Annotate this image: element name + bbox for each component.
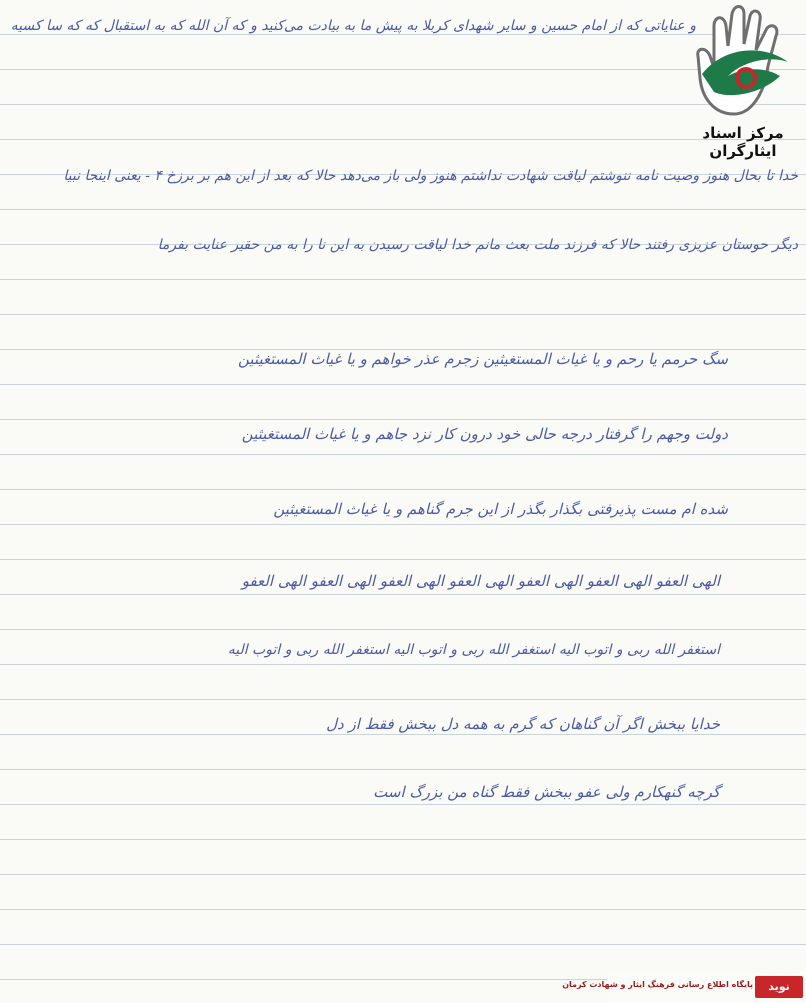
ruled-line (0, 419, 806, 420)
ruled-line (0, 769, 806, 770)
ruled-line (0, 489, 806, 490)
ruled-line (0, 314, 806, 315)
ruled-line (0, 699, 806, 700)
footer-brand-badge: نوید (755, 976, 803, 998)
hand-leaf-icon (684, 6, 802, 124)
handwritten-line-6: شده ام مست پذیرفتی بگذار بگذر از این جرم گناهم و یا غیاث المستغیثین (273, 500, 728, 518)
ruled-line (0, 209, 806, 210)
ruled-line (0, 559, 806, 560)
ruled-line (0, 839, 806, 840)
handwritten-line-8: استغفر الله ربی و اتوب الیه استغفر الله ربی و اتوب الیه استغفر الله ربی و اتوب الیه (227, 642, 720, 658)
ruled-line (0, 664, 806, 665)
organization-logo (684, 6, 802, 160)
handwritten-line-4: سگ حرمم یا رحم و یا غیاث المستغیثین زجرم عذر خواهم و یا غیاث المستغیثین (238, 350, 728, 368)
handwritten-line-7: الهی العفو الهی العفو الهی العفو الهی العفو الهی العفو الهی العفو الهی العفو (241, 572, 720, 590)
ruled-line (0, 384, 806, 385)
footer-caption: پایگاه اطلاع رسانی فرهنگ ایثار و شهادت کرمان (562, 980, 753, 989)
ruled-line (0, 734, 806, 735)
ruled-line (0, 944, 806, 945)
organization-name: مرکز اسناد ایثارگران (702, 124, 784, 160)
handwritten-line-1: و عنایاتی که از امام حسین و سایر شهدای کربلا به پیش ما به بیادت می‌کنید و که آن الله که به استقبال که که سا کسیه (10, 18, 696, 34)
ruled-line (0, 454, 806, 455)
ruled-line (0, 874, 806, 875)
ruled-line (0, 804, 806, 805)
handwritten-line-3: دیگر حوستان عزیزی رفتند حالا که فرزند ملت بعث مانم خدا لیاقت رسیدن به این نا را به من حقیر عنایت بفرما (157, 237, 798, 253)
handwritten-line-9: خدایا ببخش اگر آن گناهان که گرم به همه دل ببخش فقط از دل (326, 715, 720, 733)
ruled-line (0, 629, 806, 630)
handwritten-line-2: خدا تا بحال هنوز وصیت نامه ننوشتم لیاقت شهادت نداشتم هنوز ولی باز می‌دهد حالا که بعد از این هم بر برزخ ۴ - یعنی اینجا نبیا (63, 168, 798, 184)
ruled-line (0, 594, 806, 595)
footer-watermark (562, 974, 806, 1003)
ruled-line (0, 524, 806, 525)
handwritten-line-5: دولت وجهم را گرفتار درجه حالی خود درون کار نزد جاهم و یا غیاث المستغیثین (241, 425, 728, 443)
ruled-line (0, 279, 806, 280)
handwritten-line-10: گرچه گنهکارم ولی عفو ببخش فقط گناه من بزرگ است (373, 783, 720, 801)
ruled-line (0, 909, 806, 910)
